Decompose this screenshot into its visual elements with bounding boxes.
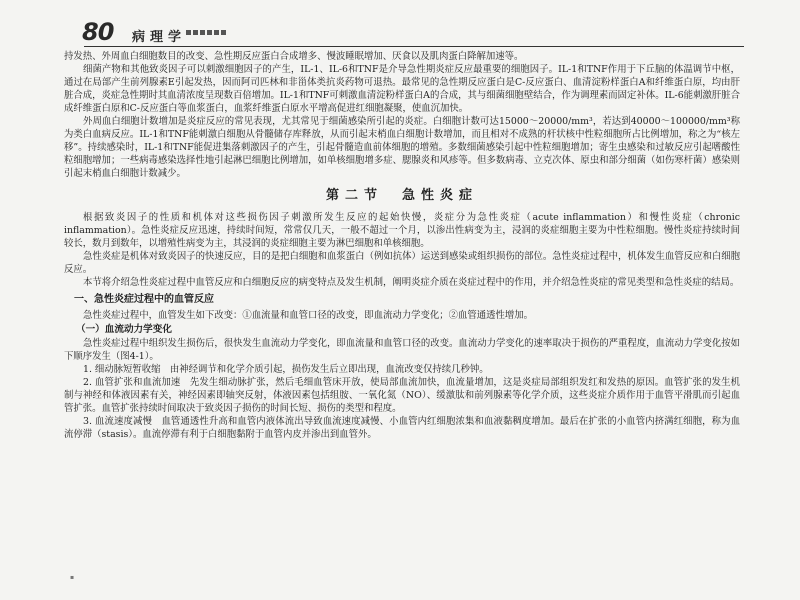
header-ornament	[186, 30, 226, 35]
list-item: 2. 血管扩张和血流加速 先发生细动脉扩张，然后毛细血管床开放，使局部血流加快，血流量增加，这是炎症局部组织发红和发热的原因。血管扩张的发生机制与神经和体液因素有关，神经因素即轴突反射，体液因素包括组胺、一氧化氮（NO）、缓激肽和前列腺素等化学介质，这些炎症介质作用于血管平滑肌而引起血管扩张。血管扩张持续时间取决于致炎因子损伤的时间长短、损伤的类型和程度。	[64, 377, 740, 414]
paragraph-acute-definition: 急性炎症是机体对致炎因子的快速反应，目的是把白细胞和血浆蛋白（例如抗体）运送到感染或组织损伤的部位。急性炎症过程中，机体发生血管反应和白细胞反应。	[64, 251, 740, 275]
paragraph-classification: 根据致炎因子的性质和机体对这些损伤因子刺激所发生反应的起始快慢，炎症分为急性炎症（acute inflammation）和慢性炎症（chronic inflammation）。急性炎症反应迅速，持续时间短，常常仅几天，一般不超过一个月，以渗出性病变为主，浸润的炎症细胞主要为中性粒细胞。慢性炎症持续时间较长，数月到数年，以增殖性病变为主，其浸润的炎症细胞主要为淋巴细胞和单核细胞。	[64, 212, 740, 249]
heading-vascular-reaction: 一、急性炎症过程中的血管反应	[74, 294, 214, 305]
paragraph-vascular-changes: 急性炎症过程中，血管发生如下改变：①血流量和血管口径的改变，即血流动力学变化；②血管通透性增加。	[83, 310, 534, 321]
page-number: 80	[82, 18, 114, 46]
section-title: 第二节 急性炎症	[325, 188, 478, 203]
running-title: 病理学	[132, 30, 187, 45]
list-item: 1. 细动脉短暂收缩 由神经调节和化学介质引起，损伤发生后立即出现，血流改变仅持续几秒钟。	[83, 364, 489, 375]
page-header	[0, 0, 800, 50]
paragraph-continued: 持发热、外周血白细胞数目的改变、急性期反应蛋白合成增多、慢波睡眠增加、厌食以及肌肉蛋白降解加速等。	[64, 51, 524, 62]
header-rule	[84, 46, 744, 47]
list-item: 3. 血流速度减慢 血管通透性升高和血管内液体流出导致血流速度减慢、小血管内红细胞浓集和血液黏稠度增加。最后在扩张的小血管内挤满红细胞，称为血流停滞（stasis）。血流停滞有利于白细胞黏附于血管内皮并渗出到血管外。	[64, 416, 740, 440]
paragraph-section-overview: 本节将介绍急性炎症过程中血管反应和白细胞反应的病变特点及发生机制，阐明炎症介质在炎症过程中的作用，并介绍急性炎症的常见类型和急性炎症的结局。	[83, 277, 740, 288]
paragraph-cytokines: 细菌产物和其他致炎因子可以刺激细胞因子的产生，IL-1、IL-6和TNF是介导急性期炎症反应最重要的细胞因子。IL-1和TNF作用于下丘脑的体温调节中枢，通过在局部产生前列腺素E引起发热，因而阿司匹林和非甾体类抗炎药物可退热。最常见的急性期反应蛋白是C-反应蛋白、血清淀粉样蛋白A和纤维蛋白原，均由肝脏合成，炎症急性期时其血清浓度呈现数百倍增加。IL-1和TNF可刺激血清淀粉样蛋白A的合成，其与细菌细胞壁结合，作为调理素而固定补体。IL-6能刺激肝脏合成纤维蛋白原和C-反应蛋白等血浆蛋白，血浆纤维蛋白原水平增高促进红细胞凝聚，使血沉加快。	[64, 64, 740, 114]
heading-hemodynamics: （一）血流动力学变化	[76, 324, 172, 335]
scan-mark: ▪	[70, 574, 75, 581]
paragraph-leukocytosis: 外周血白细胞计数增加是炎症反应的常见表现，尤其常见于细菌感染所引起的炎症。白细胞计数可达15000～20000/mm³，若达到40000～100000/mm³称为类白血病反应。IL-1和TNF能刺激白细胞从骨髓储存库释放，从而引起末梢血白细胞计数增加，而且相对不成熟的杆状核中性粒细胞所占比例增加，称之为“核左移”。持续感染时，IL-1和TNF能促进集落刺激因子的产生，引起骨髓造血前体细胞的增殖。多数细菌感染引起中性粒细胞增加；寄生虫感染和过敏反应引起嗜酸性粒细胞增加；一些病毒感染选择性地引起淋巴细胞比例增加，如单核细胞增多症、腮腺炎和风疹等。但多数病毒、立克次体、原虫和部分细菌（如伤寒杆菌）感染则引起末梢血白细胞计数减少。	[64, 116, 740, 179]
paragraph-hemodynamics: 急性炎症过程中组织发生损伤后，很快发生血流动力学变化，即血流量和血管口径的改变。血流动力学变化的速率取决于损伤的严重程度，血流动力学变化按如下顺序发生（图4-1）。	[64, 338, 740, 362]
page-body	[64, 50, 740, 441]
